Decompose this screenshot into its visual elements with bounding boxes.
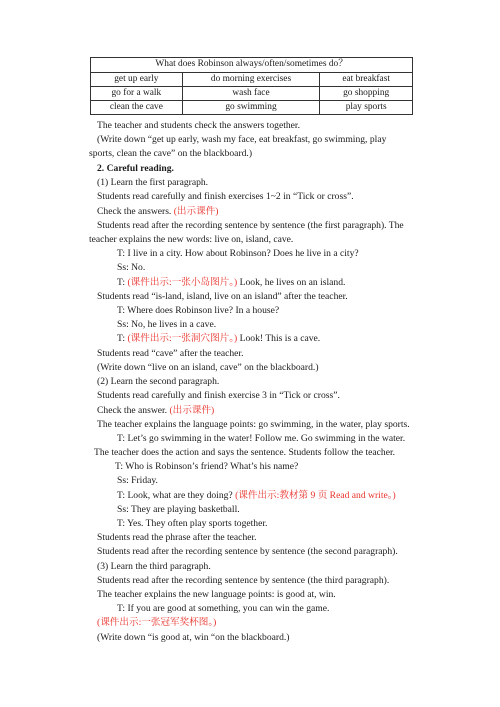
text-span: T: Where does Robinson live? In a house? — [117, 305, 280, 316]
text-span: Look, he lives on an island. — [237, 277, 346, 288]
text-span: Students read carefully and finish exercises 1~2 in “Tick or cross”. — [97, 191, 354, 202]
text-span: Check the answers. — [97, 206, 174, 217]
red-annotation: (课件出示:一张冠军奖杯图。) — [97, 617, 217, 628]
text-line — [89, 148, 252, 160]
text-line — [97, 120, 300, 132]
text-line — [97, 348, 244, 360]
text-line — [94, 447, 395, 459]
table-cell: play sports — [320, 100, 413, 114]
text-span: The teacher explains the language points: go swimming, in the water, play sports. — [97, 419, 410, 430]
text-line — [97, 220, 404, 232]
red-annotation: (课件出示:一张洞穴图片。) — [127, 333, 238, 344]
text-line — [89, 234, 293, 246]
text-span: T: Yes. They often play sports together. — [117, 518, 268, 529]
text-span: T: — [117, 277, 128, 288]
text-line — [117, 433, 405, 445]
text-line — [97, 561, 211, 573]
table-row — [91, 100, 413, 114]
text-line — [97, 191, 354, 203]
text-span: T: Look, what are they doing? — [117, 490, 236, 501]
text-span: T: If you are good at something, you can win the game. — [117, 603, 330, 614]
text-line — [97, 134, 386, 146]
text-span: (Write down “get up early, wash my face, eat breakfast, go swimming, play — [97, 134, 387, 145]
text-line — [117, 504, 240, 516]
text-line — [97, 632, 290, 644]
text-line — [97, 405, 214, 417]
text-line — [117, 518, 267, 530]
red-annotation: (课件出示:一张小岛图片。) — [127, 277, 238, 288]
text-span: T: Who is Robinson’s friend? What’s his name? — [115, 461, 299, 472]
table-cell: go shopping — [320, 86, 413, 100]
text-line — [117, 262, 145, 274]
text-span: (3) Learn the third paragraph. — [97, 561, 211, 572]
red-annotation: (出示课件) — [173, 206, 219, 217]
text-span: Students read “is-land, island, live on an island” after the teacher. — [97, 291, 348, 302]
text-span: (Write down “is good at, win “on the blackboard.) — [97, 632, 290, 643]
text-line — [115, 461, 298, 473]
text-line — [97, 419, 410, 431]
text-span: teacher explains the new words: live on, island, cave. — [89, 234, 294, 245]
text-span: Look! This is a cave. — [237, 333, 321, 344]
table-cell: wash face — [182, 86, 320, 100]
text-span: Students read after the recording sentence by sentence (the third paragraph). — [97, 575, 390, 586]
text-line — [97, 390, 340, 402]
text-span: (1) Learn the first paragraph. — [97, 177, 209, 188]
text-span: Students read the phrase after the teacher. — [97, 532, 257, 543]
table-cell: go for a walk — [91, 86, 183, 100]
text-line — [97, 362, 319, 374]
text-line — [117, 333, 320, 345]
text-line — [97, 291, 348, 303]
text-span: T: Let’s go swimming in the water! Follow me. Go swimming in the water. — [117, 433, 406, 444]
text-span: The teacher does the action and says the sentence. Students follow the teacher. — [94, 447, 396, 458]
text-line — [97, 589, 336, 601]
table-row — [91, 72, 413, 86]
text-line — [97, 546, 398, 558]
text-line — [97, 617, 216, 629]
text-line — [97, 177, 208, 189]
section-heading: 2. Careful reading. — [97, 163, 174, 174]
table-cell: do morning exercises — [182, 72, 320, 86]
text-span: The teacher explains the new language points: is good at, win. — [97, 589, 336, 600]
text-line — [97, 532, 257, 544]
red-annotation: (出示课件) — [169, 405, 215, 416]
text-line — [97, 206, 219, 218]
activities-table — [90, 57, 413, 115]
text-span: Ss: They are playing basketball. — [117, 504, 240, 515]
table-cell: get up early — [91, 72, 183, 86]
red-annotation: (课件出示:教材第 9 页 Read and write。) — [235, 490, 396, 501]
text-span: T: I live in a city. How about Robinson? Does he live in a city? — [117, 248, 359, 259]
text-line — [117, 305, 279, 317]
text-line — [117, 248, 359, 260]
text-span: Students read carefully and finish exercise 3 in “Tick or cross”. — [97, 390, 340, 401]
text-span: The teacher and students check the answers together. — [97, 120, 300, 131]
text-span: Ss: No, he lives in a cave. — [117, 319, 217, 330]
text-span: T: — [117, 333, 128, 344]
text-span: Students read after the recording sentence by sentence (the second paragraph). — [97, 546, 398, 557]
text-span: Students read “cave” after the teacher. — [97, 348, 244, 359]
text-line — [117, 277, 345, 289]
text-span: Check the answer. — [97, 405, 170, 416]
text-span: (2) Learn the second paragraph. — [97, 376, 220, 387]
text-line — [97, 376, 219, 388]
text-span: Ss: Friday. — [117, 475, 158, 486]
table-header-row — [91, 58, 413, 73]
table-header-cell: What does Robinson always/often/sometimes do？ — [91, 58, 413, 73]
text-span: sports, clean the cave” on the blackboard.) — [89, 148, 253, 159]
text-span: Students read after the recording sentence by sentence (the first paragraph). The — [97, 220, 404, 231]
text-line — [117, 475, 158, 487]
text-line — [97, 163, 174, 175]
text-span: Ss: No. — [117, 262, 146, 273]
text-span: (Write down “live on an island, cave” on the blackboard.) — [97, 362, 319, 373]
text-line — [117, 319, 216, 331]
table-cell: eat breakfast — [320, 72, 413, 86]
table-row — [91, 86, 413, 100]
text-line — [97, 575, 389, 587]
text-line — [117, 603, 329, 615]
text-line — [117, 490, 396, 502]
table-cell: clean the cave — [91, 100, 183, 114]
table-cell: go swimming — [182, 100, 320, 114]
